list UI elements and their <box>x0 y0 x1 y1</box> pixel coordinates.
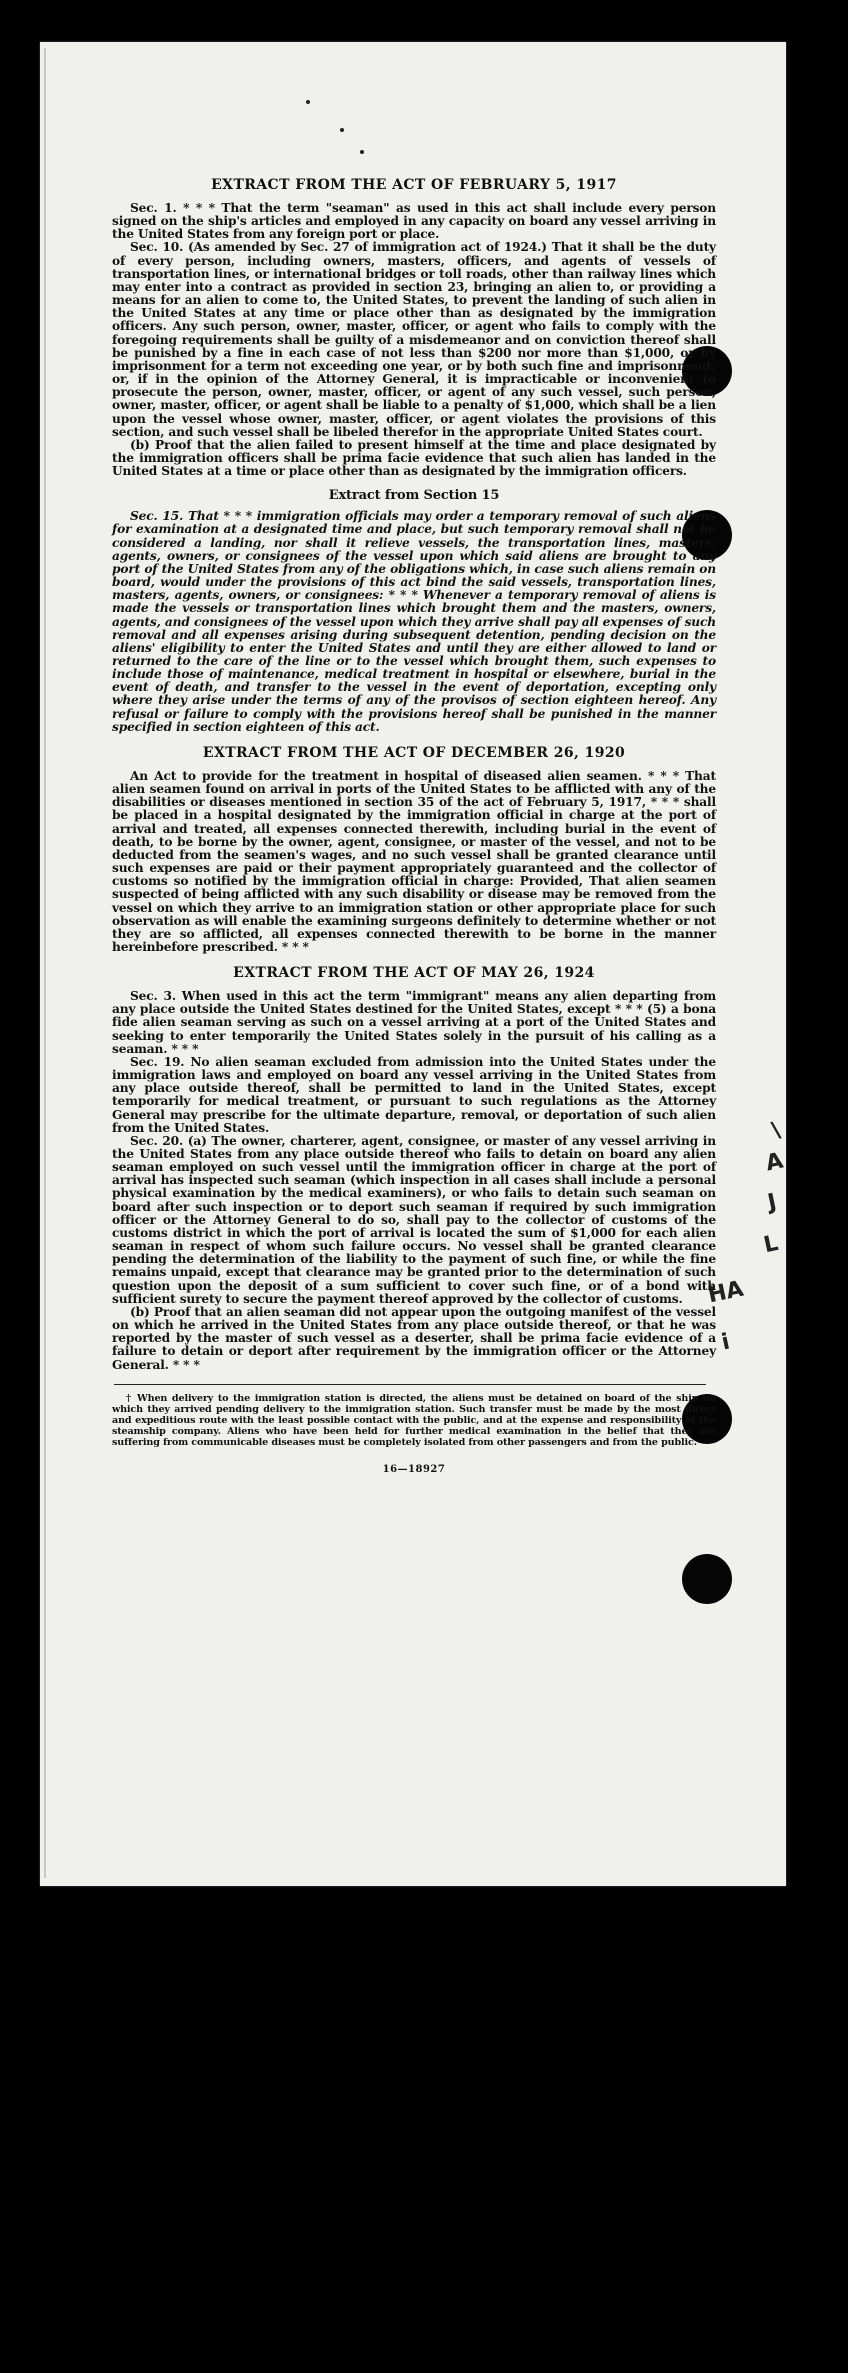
paragraph-sec19: Sec. 19. No alien seaman excluded from admission into the United States under the immigration laws and employed on board any vessel arriving in the United States from any place outside thereof, shall be permitted to land in the United States, except temporarily for medical treatment, or pursuant to such regulations as the Attorney General may prescribe for the ultimate departure, removal, or deportation of such alien from the United States. <box>112 1054 716 1135</box>
punch-hole <box>682 1554 732 1604</box>
document-content <box>112 172 716 1476</box>
heading-section-15: Extract from Section 15 <box>328 488 500 504</box>
paragraph-sec1: Sec. 1. * * * That the term "seaman" as used in this act shall include every person signed on the ship's articles and employed in any capacity on board any vessel arriving in the United States from any foreign port or place. <box>112 201 716 242</box>
handwritten-mark: J <box>765 1189 779 1216</box>
paragraph-sec20b: (b) Proof that an alien seaman did not appear upon the outgoing manifest of the vessel on which he arrived in the United States from any place outside thereof, or that he was reported by the master of such vessel as a deserter, shall be prima facie evidence of a failure to detain or deport after requirement by the immigration officer or the Attorney General. * * * <box>112 1304 716 1372</box>
paragraph-act-1920: An Act to provide for the treatment in hospital of diseased alien seamen. * * * That alien seamen found on arrival in ports of the United States to be afflicted with any of the disabilities or diseases mentioned in section 35 of the act of February 5, 1917, * * * shall be placed in a hospital designated by the immigration official in charge at the port of arrival and treated, all expenses connected therewith, including burial in the event of death, to be borne by the owner, agent, consignee, or master of the vessel, and not to be deducted from the seamen's wages, and no such vessel shall be granted clearance until such expenses are paid or their payment appropriately guaranteed and the collector of customs so notified by the immigration official in charge: Provided, That alien seamen suspected of being afflicted with any such disability or disease may be removed from the vessel on which they arrive to an immigration station or other appropriate place for such observation as will enable the examining surgeons definitely to determine whether or not they are so afflicted, all expenses connected therewith to be borne in the manner hereinbefore prescribed. * * * <box>112 768 716 954</box>
ink-speck <box>360 150 364 154</box>
page-edge-line <box>44 48 46 1878</box>
paragraph-sec3: Sec. 3. When used in this act the term "immigrant" means any alien departing from any place outside the United States destined for the United States, except * * * (5) a bona fide alien seaman serving as such on a vessel arriving at a port of the United States and seeking to enter temporarily the United States solely in the pursuit of his calling as a seaman. * * * <box>112 989 716 1056</box>
heading-act-1920: EXTRACT FROM THE ACT OF DECEMBER 26, 1920 <box>202 744 626 761</box>
footnote-divider <box>114 1384 706 1385</box>
handwritten-mark: A <box>763 1148 786 1177</box>
handwritten-mark: HA <box>705 1276 746 1309</box>
ink-speck <box>340 128 344 132</box>
footnote: † When delivery to the immigration station is directed, the aliens must be detained on board of the ship on which they arrived pending delivery to the immigration station. Such transfer must be made by the most direct and expeditious route with the least possible contact with the public, and at the expense and responsibility of the steamship company. Aliens who have been held for further medical examination in the belief that they are suffering from communicable diseases must be completely isolated from other passengers and from the public. <box>112 1392 716 1449</box>
handwritten-mark: L <box>761 1230 781 1259</box>
handwritten-mark: \ <box>769 1117 783 1144</box>
paragraph-sec20a: Sec. 20. (a) The owner, charterer, agent, consignee, or master of any vessel arriving in the United States from any place outside thereof who fails to detain on board any alien seaman employed on such vessel until the immigration officer in charge at the port of arrival has inspected such seaman (which inspection in all cases shall include a personal physical examination by the medical examiners), or who fails to detain such seaman on board after such inspection or to deport such seaman if required by such immigration officer or the Attorney General to do so, shall pay to the collector of customs of the customs district in which the port of arrival is located the sum of $1,000 for each alien seaman in respect of whom such failure occurs. No vessel shall be granted clearance pending the determination of the liability to the payment of such fine, or while the fine remains unpaid, except that clearance may be granted prior to the determination of such question upon the deposit of a sum sufficient to cover such fine, or of a bond with sufficient surety to secure the payment thereof approved by the collector of customs. <box>112 1133 716 1306</box>
handwritten-mark: i <box>719 1329 733 1356</box>
heading-act-1917: EXTRACT FROM THE ACT OF FEBRUARY 5, 1917 <box>211 177 617 193</box>
page-code: 16—18927 <box>382 1463 446 1475</box>
paragraph-sec10: Sec. 10. (As amended by Sec. 27 of immigration act of 1924.) That it shall be the duty of every person, including owners, masters, officers, and agents of vessels of transportation lines, or international bridges or toll roads, other than railway lines which may enter into a contract as provided in section 23, bringing an alien to, or providing a means for an alien to come to, the United States, to prevent the landing of such alien in the United States at any time or place other than as designated by the immigration officers. Any such person, owner, master, officer, or agent who fails to comply with the foregoing requirements shall be guilty of a misdemeanor and on conviction thereof shall be punished by a fine in each case of not less than $200 nor more than $1,000, or by imprisonment for a term not exceeding one year, or by both such fine and imprisonment; or, if in the opinion of the Attorney General, it is impracticable or inconvenient to prosecute the person, owner, master, officer, or agent of any such vessel, such person, owner, master, officer, or agent shall be liable to a penalty of $1,000, which shall be a lien upon the vessel whose owner, master, officer, or agent violates the provisions of this section, and such vessel shall be libeled therefor in the appropriate United States court. <box>112 240 716 439</box>
heading-act-1924: EXTRACT FROM THE ACT OF MAY 26, 1924 <box>233 965 595 982</box>
paragraph-sec10b: (b) Proof that the alien failed to present himself at the time and place designated by the immigration officers shall be prima facie evidence that such alien has landed in the United States at a time or place other than as designated by the immigration officers. <box>112 437 716 479</box>
paragraph-sec15: Sec. 15. That * * * immigration officials may order a temporary removal of such aliens for examination at a designated time and place, but such temporary removal shall not be considered a landing, nor shall it relieve vessels, the transportation lines, masters, agents, owners, or consignees of the vessel upon which said aliens are brought to any port of the United States from any of the obligations which, in case such aliens remain on board, would under the provisions of this act bind the said vessels, transportation lines, masters, agents, owners, or consignees: * * * Whenever a temporary removal of aliens is made the vessels or transportation lines which brought them and the masters, owners, agents, and consignees of the vessel upon which they arrive shall pay all expenses of such removal and all expenses arising during subsequent detention, pending decision on the aliens' eligibility to enter the United States and until they are either allowed to land or returned to the care of the line or to the vessel which brought them, such expenses to include those of maintenance, medical treatment in hospital or elsewhere, burial in the event of death, and transfer to the vessel in the event of deportation, excepting only where they arise under the terms of any of the provisos of section eighteen hereof. Any refusal or failure to comply with the provisions hereof shall be punished in the manner specified in section eighteen of this act. <box>112 509 716 734</box>
ink-speck <box>306 100 310 104</box>
